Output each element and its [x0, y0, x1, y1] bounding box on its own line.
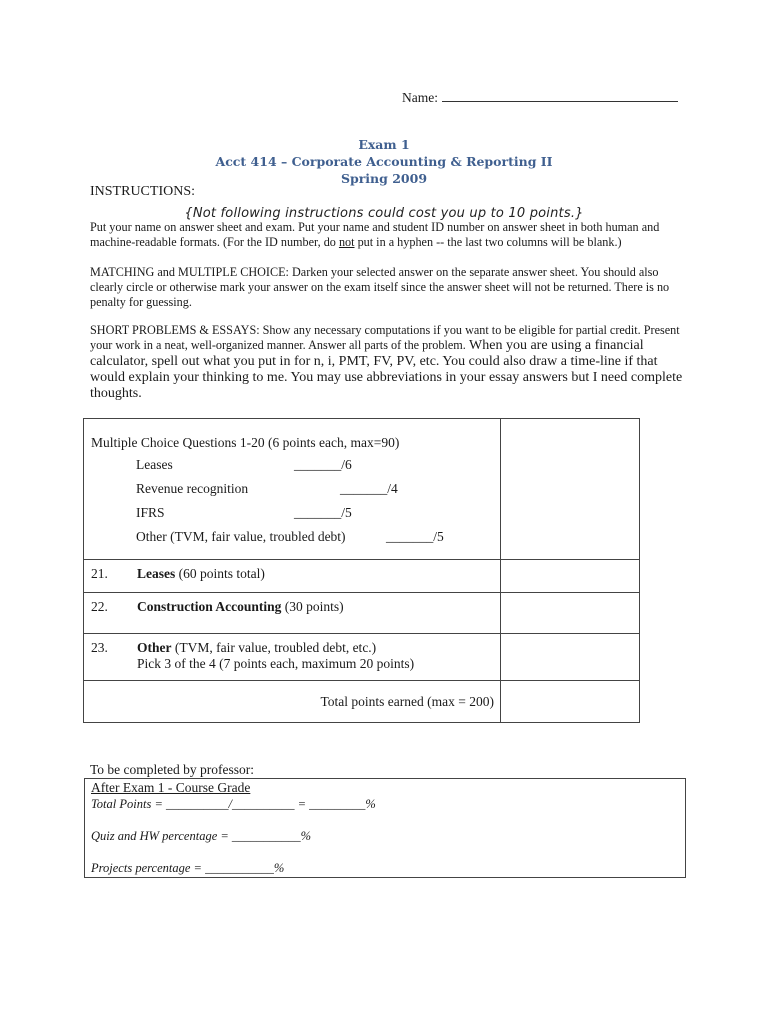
name-label: Name: — [402, 90, 438, 105]
total-points-line[interactable]: Total Points = __________/__________ = _________% — [91, 797, 376, 811]
mc-score-blank[interactable]: _______/6 — [294, 457, 352, 472]
name-field[interactable] — [402, 89, 678, 106]
score-cell[interactable] — [501, 560, 640, 593]
instructions-heading: INSTRUCTIONS: — [90, 184, 196, 199]
total-score-cell[interactable] — [501, 681, 640, 723]
projects-line[interactable]: Projects percentage = ___________% — [91, 861, 285, 875]
grade-box-heading: After Exam 1 - Course Grade — [91, 780, 251, 795]
mc-section-row — [84, 419, 640, 560]
term-title: Spring 2009 — [340, 171, 428, 186]
score-cell[interactable] — [501, 419, 640, 560]
problem-row: 22. Construction Accounting (30 points) — [84, 593, 640, 634]
problem-row: 21. Leases (60 points total) — [84, 560, 640, 593]
mc-score-blank[interactable]: _______/4 — [340, 481, 398, 496]
mc-item: IFRS _______/5 — [136, 505, 352, 520]
mc-item: Revenue recognition _______/4 — [136, 481, 398, 496]
score-cell[interactable] — [501, 634, 640, 681]
score-table — [83, 418, 640, 723]
instructions-paragraph-multiple-choice: MATCHING and MULTIPLE CHOICE: Darken your selected answer on the separate answer sheet. You should also clearly circle or otherwise mark your answer on the exam itself since the answer sheet will not be returned. There is no penalty for guessing. — [90, 265, 670, 309]
instructions-paragraph-general: Put your name on answer sheet and exam. Put your name and student ID number on answer sheet in both human and machine-readable formats. (For the ID number, do not put in a hyphen -- the last two columns will be blank.) — [90, 220, 660, 249]
professor-grade-box — [84, 778, 686, 878]
mc-score-blank[interactable]: _______/5 — [386, 529, 444, 544]
mc-score-blank[interactable]: _______/5 — [294, 505, 352, 520]
instructions-warning: {Not following instructions could cost you up to 10 points.} — [184, 206, 584, 221]
score-cell[interactable] — [501, 593, 640, 634]
problem-row: 23. Other (TVM, fair value, troubled debt, etc.) Pick 3 of the 4 (7 points each, maximum 20 points) — [84, 634, 640, 681]
instructions-paragraph-short-problems: SHORT PROBLEMS & ESSAYS: Show any necessary computations if you want to be eligible for partial credit. Present your work in a neat, well-organized manner. Answer all parts of the problem. When you are using a financial calculator, spell out what you put in for n, i, PMT, FV, PV, etc. You could also draw a time-line if that would explain your thinking to me. You may use abbreviations in your essay answers but I need complete thoughts. — [90, 323, 683, 401]
total-row — [84, 681, 640, 723]
mc-item: Leases _______/6 — [136, 457, 352, 472]
name-blank-line[interactable] — [442, 89, 678, 102]
professor-label: To be completed by professor: — [90, 762, 255, 777]
total-label: Total points earned (max = 200) — [320, 694, 494, 709]
mc-item: Other (TVM, fair value, troubled debt) _______/5 — [136, 529, 444, 544]
mc-heading: Multiple Choice Questions 1-20 (6 points each, max=90) — [91, 435, 400, 450]
exam-title: Exam 1 — [358, 137, 410, 152]
course-title: Acct 414 – Corporate Accounting & Reporting II — [215, 154, 553, 169]
quiz-hw-line[interactable]: Quiz and HW percentage = ___________% — [91, 829, 312, 843]
